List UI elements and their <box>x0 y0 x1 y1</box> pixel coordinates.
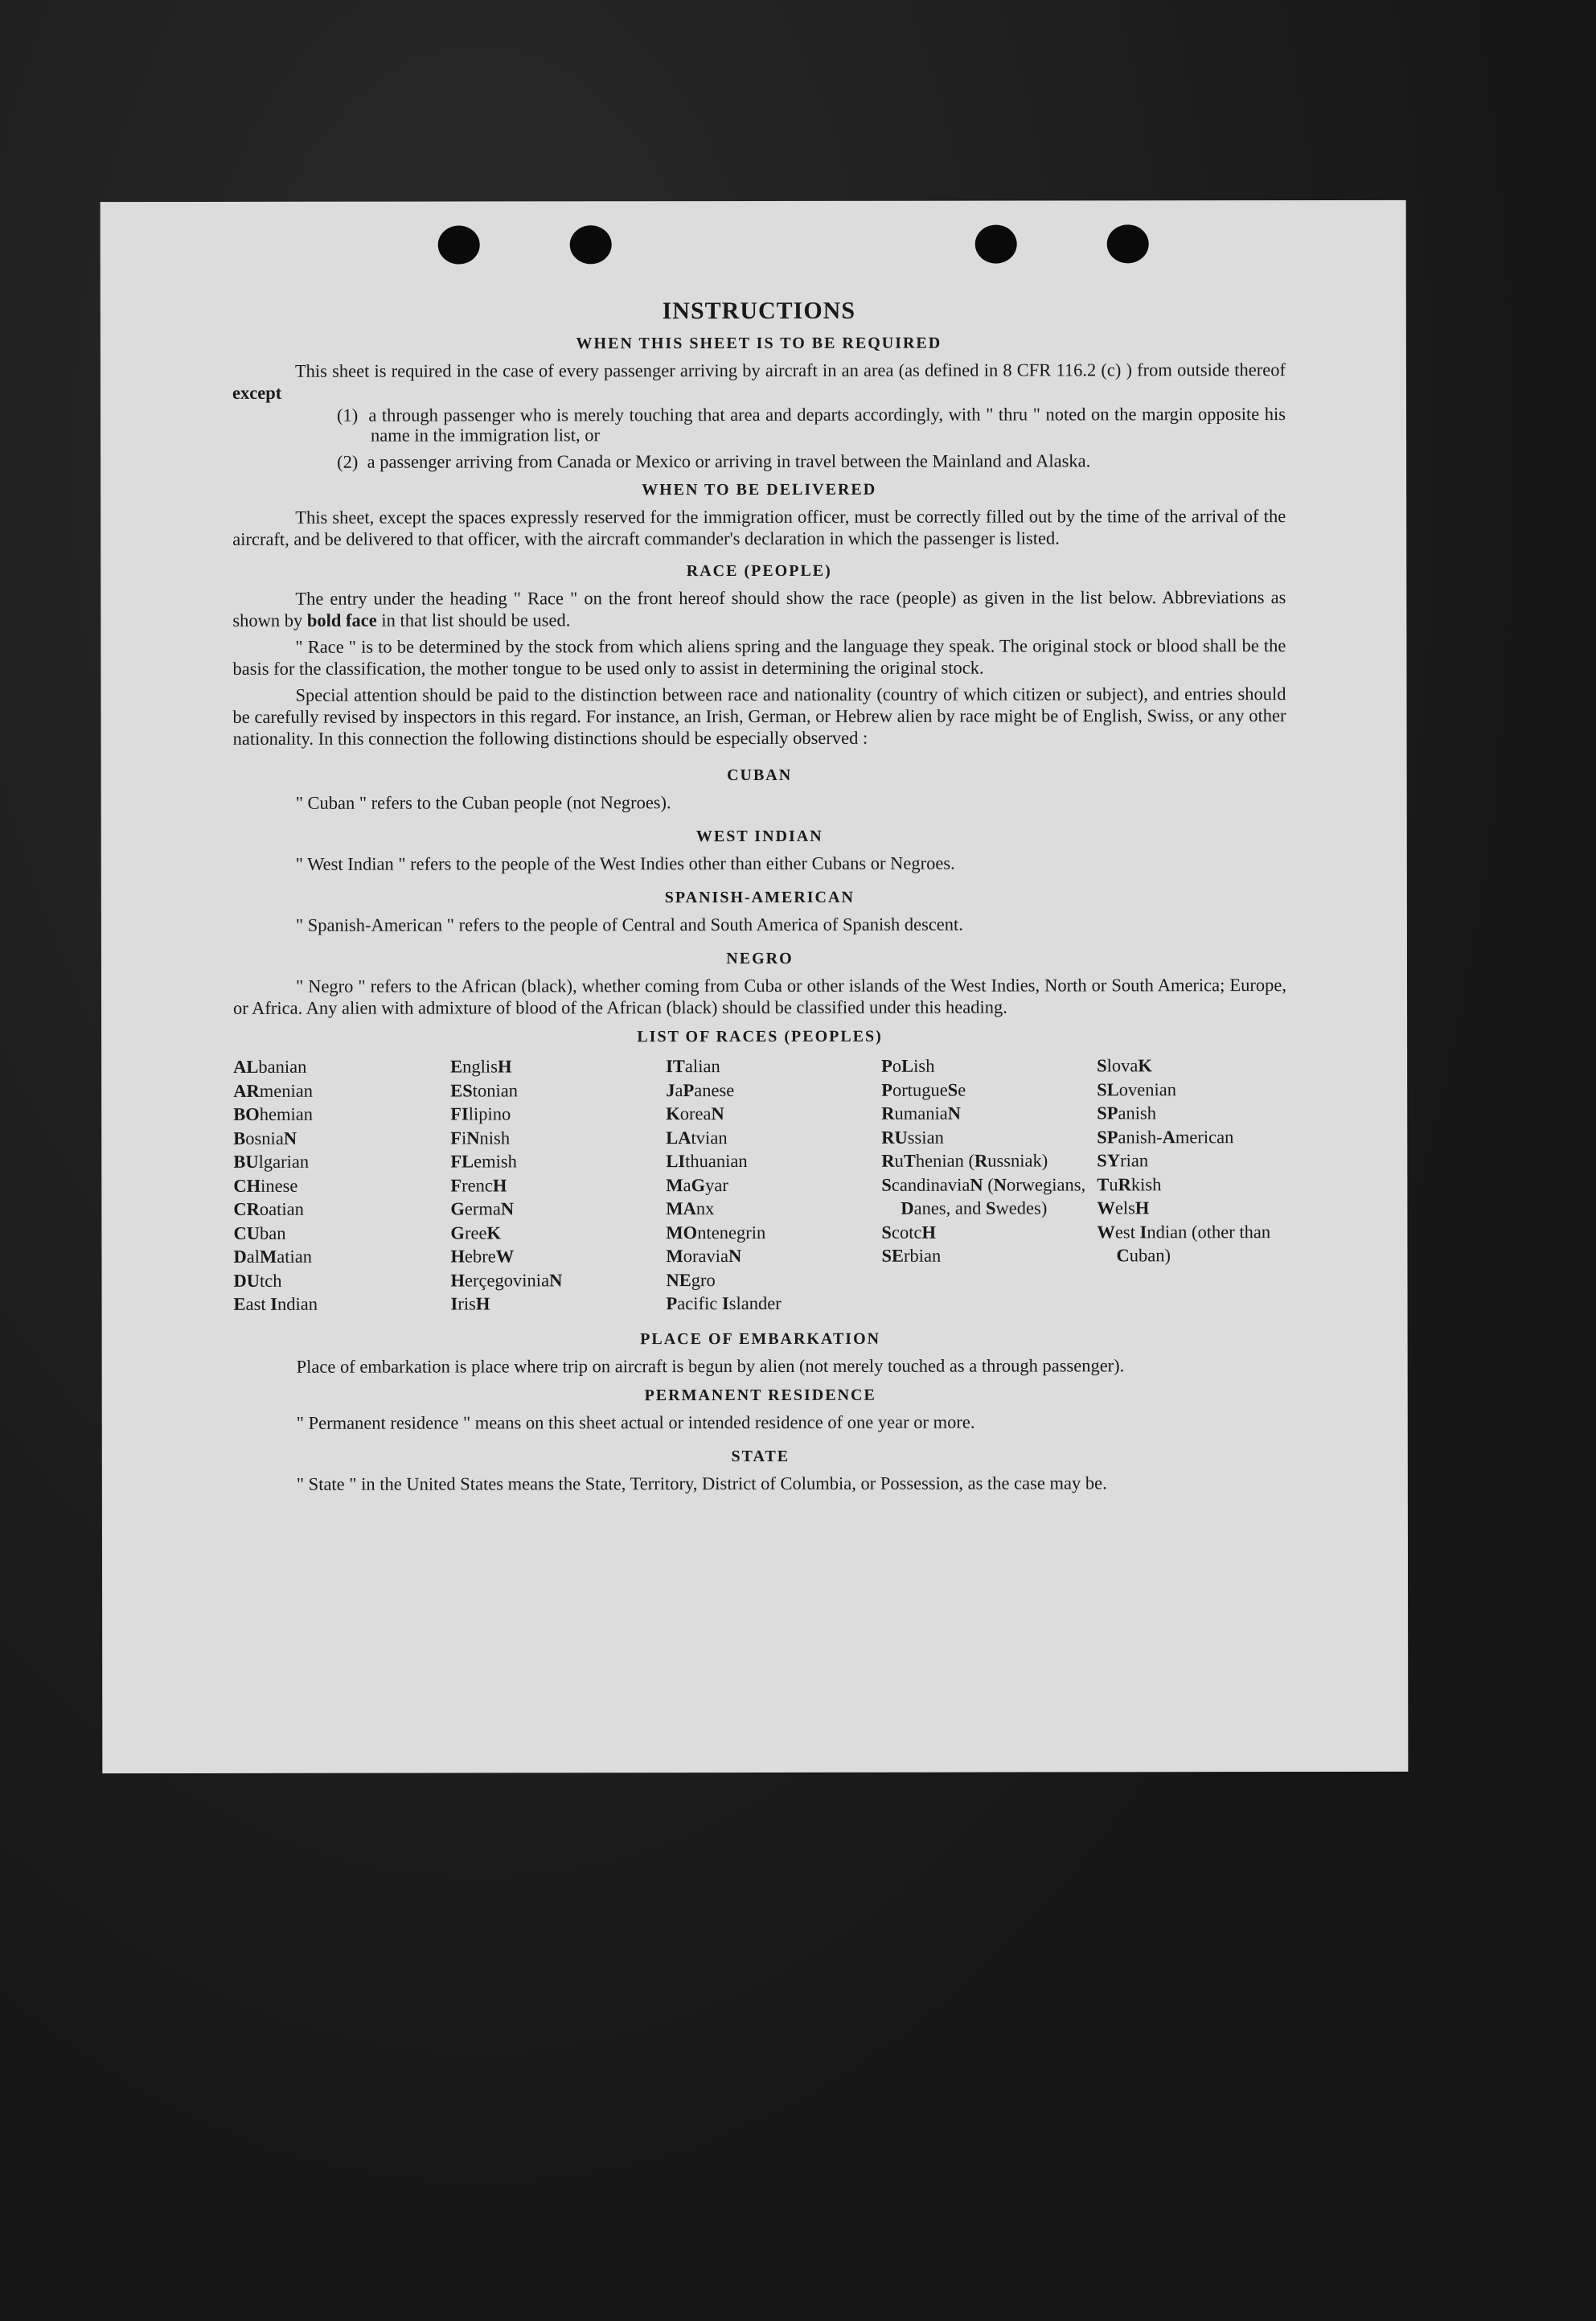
races-column <box>666 1054 881 1316</box>
section-heading: PERMANENT RESIDENCE <box>644 1386 876 1404</box>
race-entry: FrencH <box>450 1174 507 1196</box>
section-heading: PLACE OF EMBARKATION <box>640 1329 881 1348</box>
paragraph-text: in that list should be used. <box>381 610 571 631</box>
race-entry: EStonian <box>450 1079 519 1101</box>
race-entry: SlovaK <box>1097 1055 1152 1076</box>
races-column <box>881 1054 1097 1315</box>
race-entry: BUlgarian <box>233 1151 310 1172</box>
item-text: a through passenger who is merely touching that area and departs accordingly, with " thru " noted on the margin opposite his name in the immigration list, or <box>368 404 1286 446</box>
race-entry: GermaN <box>450 1198 515 1219</box>
race-entry: PoLish <box>881 1055 935 1076</box>
races-column <box>233 1055 450 1317</box>
race-entry: RuThenian (Russniak) <box>881 1150 1048 1171</box>
race-entry: KoreaN <box>666 1103 724 1124</box>
race-entry: FLemish <box>450 1151 517 1172</box>
section-heading: WEST INDIAN <box>695 827 823 846</box>
race-entry: East Indian <box>233 1293 318 1314</box>
list-item <box>232 450 1286 472</box>
race-entry: SErbian <box>881 1245 942 1266</box>
race-entry: EnglisH <box>450 1056 512 1077</box>
race-entry: ITalian <box>666 1056 720 1077</box>
item-number: (2) <box>337 451 359 472</box>
race-entry: PortugueSe <box>881 1079 966 1100</box>
section-heading: CUBAN <box>727 766 793 785</box>
punch-hole-icon <box>1107 224 1149 263</box>
race-entry: MAnx <box>666 1198 715 1219</box>
section-heading: WHEN TO BE DELIVERED <box>642 480 877 499</box>
race-entry: CUban <box>233 1222 286 1243</box>
race-entry: SPanish-American <box>1097 1126 1234 1147</box>
paragraph: This sheet, except the spaces expressly reserved for the immigration officer, must be correctly filled out by the time of the arrival of the aircraft, and be delivered to that officer, with the aircraft commander's declaration in which the passenger is listed. <box>232 506 1286 549</box>
punch-hole-icon <box>975 225 1017 264</box>
race-entry: GreeK <box>450 1222 501 1243</box>
paragraph: " Permanent residence " means on this sheet actual or intended residence of one year or more. <box>296 1411 975 1433</box>
section-heading: STATE <box>731 1447 790 1465</box>
bold-text: except <box>232 382 282 403</box>
race-entry: TuRkish <box>1097 1173 1162 1194</box>
list-item <box>232 404 1286 446</box>
race-entry: LAtvian <box>666 1127 728 1148</box>
races-column <box>450 1054 666 1316</box>
section-heading: NEGRO <box>726 949 794 968</box>
race-entry: HebreW <box>450 1246 515 1267</box>
race-entry: ScotcH <box>881 1222 936 1243</box>
race-entry: MOntenegrin <box>666 1222 766 1243</box>
bold-text: bold face <box>306 610 377 631</box>
paragraph: " State " in the United States means the State, Territory, District of Columbia, or Possession, as the case may be. <box>296 1472 1107 1494</box>
race-entry: RumaniaN <box>881 1103 962 1124</box>
race-entry: BOhemian <box>233 1103 314 1124</box>
race-entry: HerçegoviniaN <box>450 1269 563 1291</box>
race-entry: WelsH <box>1097 1197 1150 1218</box>
race-entry: SPanish <box>1097 1103 1157 1124</box>
races-table <box>233 1054 1286 1316</box>
race-entry: ALbanian <box>233 1056 307 1077</box>
race-entry: ARmenian <box>233 1080 313 1101</box>
race-entry: SLovenian <box>1097 1078 1176 1099</box>
section-heading: SPANISH-AMERICAN <box>664 888 855 907</box>
race-entry: IrisH <box>450 1293 490 1314</box>
race-entry: JaPanese <box>666 1079 735 1100</box>
race-entry: DalMatian <box>233 1246 313 1267</box>
race-entry: SYrian <box>1097 1150 1149 1171</box>
race-entry: FIlipino <box>450 1103 511 1124</box>
race-entry: ScandinaviaN (Norwegians, Danes, and Swedes) <box>881 1173 1086 1218</box>
race-entry: West Indian (other than Cuban) <box>1097 1221 1271 1266</box>
section-heading: WHEN THIS SHEET IS TO BE REQUIRED <box>576 334 942 353</box>
race-entry: MoraviaN <box>666 1246 742 1267</box>
paragraph <box>232 586 1286 631</box>
page-title: INSTRUCTIONS <box>662 297 856 325</box>
paragraph: " West Indian " refers to the people of the West Indies other than either Cubans or Negroes. <box>295 852 955 874</box>
paragraph: Place of embarkation is place where trip on aircraft is begun by alien (not merely touched as a through passenger). <box>296 1354 1125 1377</box>
paragraph: " Negro " refers to the African (black), whether coming from Cuba or other islands of the West Indies, North or South America; Europe, or Africa. Any alien with admixture of blood of the African (black) should be classified under this heading. <box>233 975 1287 1018</box>
paragraph: Special attention should be paid to the distinction between race and nationality (country of which citizen or subject), and entries should be carefully revised by inspectors in this regard. For instance, an Irish, German, or Hebrew alien by race might be of English, Swiss, or any other nationality. In this connection the following distinctions should be especially observed : <box>232 684 1286 749</box>
punch-hole-icon <box>438 225 480 264</box>
item-text: a passenger arriving from Canada or Mexico or arriving in travel between the Mainland and Alaska. <box>367 450 1091 472</box>
race-entry: BosniaN <box>233 1128 297 1148</box>
paragraph <box>232 359 1286 404</box>
punch-hole-icon <box>570 225 612 264</box>
paragraph: " Cuban " refers to the Cuban people (not Negroes). <box>295 792 671 813</box>
paragraph-text: This sheet is required in the case of every passenger arriving by aircraft in an area (as defined in 8 CFR 116.2 (c) ) from outside thereof <box>294 359 1286 381</box>
race-entry: Pacific Islander <box>666 1292 782 1314</box>
race-entry: DUtch <box>233 1270 282 1291</box>
item-number: (1) <box>336 405 359 425</box>
paragraph: " Race " is to be determined by the stock from which aliens spring and the language they speak. The original stock or blood shall be the basis for the classification, the mother tongue to be used only to assist in determining the original stock. <box>232 635 1286 679</box>
race-entry: CHinese <box>233 1175 298 1196</box>
section-heading: RACE (PEOPLE) <box>686 561 832 581</box>
paragraph-text: The entry under the heading " Race " on the front hereof should show the race (people) as given in the list below. Abbreviations as shown by <box>232 587 1286 631</box>
race-entry: RUssian <box>881 1127 944 1148</box>
race-entry: MaGyar <box>666 1174 728 1195</box>
document-sheet <box>101 200 1409 1773</box>
section-heading: LIST OF RACES (PEOPLES) <box>637 1027 883 1046</box>
race-entry: NEgro <box>666 1269 716 1290</box>
paragraph: " Spanish-American " refers to the people of Central and South America of Spanish descent. <box>295 914 963 935</box>
race-entry: LIthuanian <box>666 1151 748 1172</box>
races-column <box>1097 1054 1298 1315</box>
race-entry: CRoatian <box>233 1198 304 1219</box>
race-entry: FiNnish <box>450 1127 511 1148</box>
